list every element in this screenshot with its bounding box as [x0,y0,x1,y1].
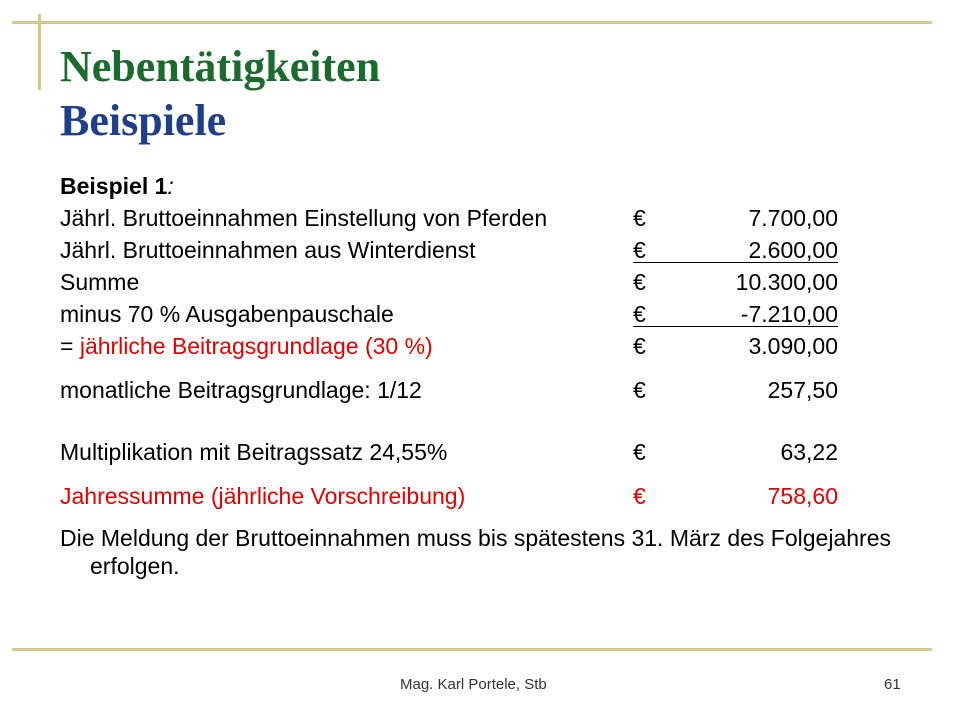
row-amount: 7.700,00 [748,205,838,231]
calc-row-monatlich [60,374,940,406]
row-amount: 2.600,00 [748,237,838,263]
calc-row-pauschale [60,298,940,330]
currency-symbol: € [633,301,646,327]
row-label: Jährl. Bruttoeinnahmen Einstellung von Pferden [60,205,548,231]
row-amount: -7.210,00 [740,301,838,327]
calc-row-beitragsgrundlage [60,330,940,362]
row-amount: 758,60 [767,483,838,509]
top-rule [12,21,932,24]
row-amount-cell [633,266,838,298]
row-amount-cell [633,436,838,468]
title-line-2: Beispiele [60,96,227,145]
row-amount-cell [633,374,838,406]
example-heading-text: Beispiel 1 [60,173,168,199]
row-label: monatliche Beitragsgrundlage: 1/12 [60,377,422,403]
calc-row-beitragssatz [60,436,940,468]
calc-row-summe [60,266,940,298]
currency-symbol: € [633,205,646,231]
row-label-prefix: = [60,333,80,359]
left-rule [38,14,41,90]
footer-author: Mag. Karl Portele, Stb [400,676,547,693]
calc-row-pferde [60,202,940,234]
page-number: 61 [884,676,901,693]
row-amount-cell [633,298,838,327]
slide-content [60,170,940,580]
row-label: Jährl. Bruttoeinnahmen aus Winterdienst [60,237,476,263]
calc-row-jahressumme [60,480,940,512]
row-amount-cell [633,330,838,362]
row-label: minus 70 % Ausgabenpauschale [60,301,394,327]
row-label: Jahressumme (jährliche Vorschreibung) [60,483,466,509]
row-label: Summe [60,269,140,295]
currency-symbol: € [633,269,646,295]
bottom-rule [12,648,932,651]
example-heading [60,170,940,202]
currency-symbol: € [633,377,646,403]
row-label [60,330,433,362]
currency-symbol: € [633,439,646,465]
currency-symbol: € [633,333,646,359]
row-amount: 3.090,00 [748,333,838,359]
example-heading-colon: : [167,173,174,199]
row-amount: 10.300,00 [735,269,838,295]
row-amount-cell [633,234,838,263]
slide-title [60,40,380,148]
row-amount: 257,50 [767,377,838,403]
calc-row-winterdienst [60,234,940,266]
row-label-highlight: jährliche Beitragsgrundlage (30 %) [79,333,433,359]
row-label: Multiplikation mit Beitragssatz 24,55% [60,439,448,465]
row-amount-cell [633,480,838,512]
deadline-note: Die Meldung der Bruttoeinnahmen muss bis spätestens 31. März des Folgejahres erfolgen. [60,525,891,579]
title-line-1: Nebentätigkeiten [60,42,381,91]
currency-symbol: € [633,237,646,263]
currency-symbol: € [633,483,646,509]
row-amount-cell [633,202,838,234]
row-amount: 63,22 [780,439,838,465]
